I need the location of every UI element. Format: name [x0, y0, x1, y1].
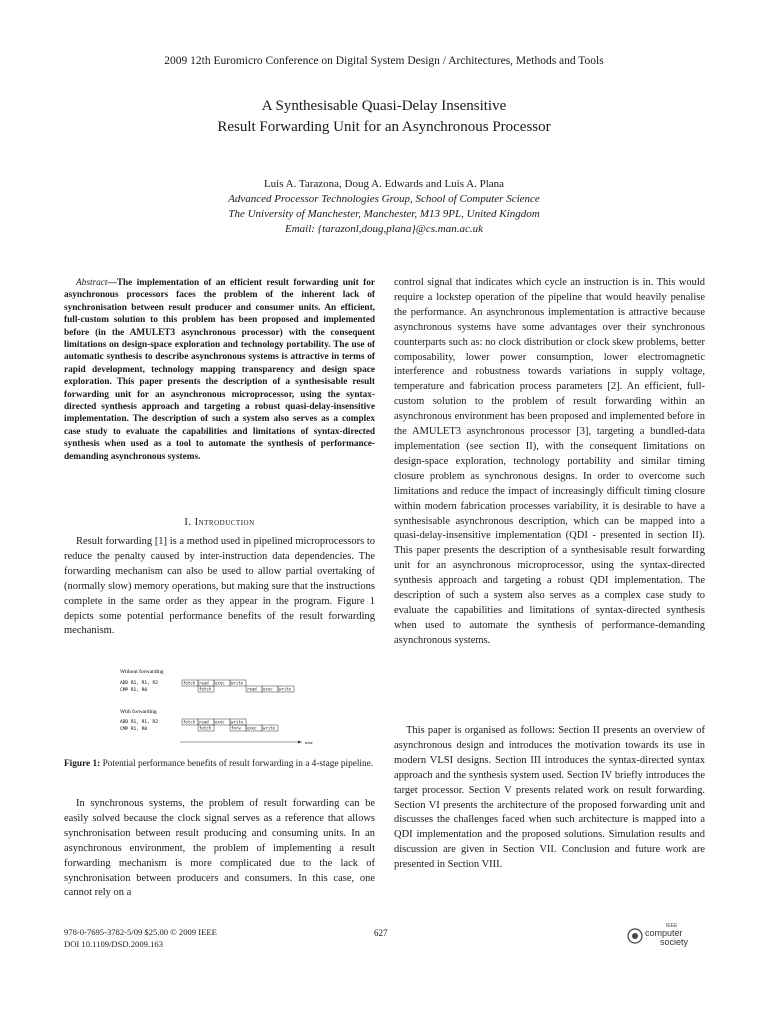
- fig-exec: exec: [215, 680, 225, 686]
- fig-arrow-icon: [298, 741, 302, 744]
- affiliation-line-1: Advanced Processor Technologies Group, School of Computer Science: [228, 193, 540, 205]
- fig-time-label: time: [305, 740, 313, 745]
- figure-1-caption: [64, 758, 375, 770]
- footer-left: [64, 926, 217, 950]
- intro-paragraph-2: [64, 797, 375, 901]
- fig-fetch: fetch: [199, 686, 212, 692]
- fig-exec: exec: [263, 686, 273, 692]
- fig-label-without: Without forwarding: [120, 669, 164, 675]
- author-email: Email: {tarazonl,doug,plana}@cs.man.ac.uk: [285, 223, 483, 235]
- isbn: 978-0-7695-3782-5/09 $25.00 © 2009 IEEE: [64, 927, 217, 937]
- logo-mark-icon: [626, 920, 706, 948]
- affiliation: [0, 192, 768, 237]
- doi: DOI 10.1109/DSD.2009.163: [64, 939, 163, 949]
- section-heading-introduction: [64, 517, 375, 528]
- fig-exec: exec: [215, 719, 225, 725]
- fig-forw: forw: [231, 725, 241, 731]
- conference-header: 2009 12th Euromicro Conference on Digital System Design / Architectures, Methods and Tools: [164, 55, 604, 67]
- paragraph-text: In synchronous systems, the problem of result forwarding can be easily solved because the clock signal serves as a reference that allows synchronisation between result producing and consuming units. In an asynchronous environment, the problem of implementing a result forwarding mechanism is more complicated due to the lack of synchronisation between producers and consumers. In this case, one cannot rely on a: [64, 798, 375, 899]
- fig-read: read: [199, 719, 209, 725]
- title-line-1: A Synthesisable Quasi-Delay Insensitive: [261, 98, 507, 114]
- abstract-text: —The implementation of an efficient result forwarding unit for asynchronous processors faces the problem of the inherent lack of synchronisation between result producer and consumer units. An efficient, full-custom solution to this problem has been proposed and implemented before (in the AMULET3 asynchronous processor) with the consequent limitations on design-space exploration and technology portability. The use of automatic synthesis to describe asynchronous systems is attractive in terms of rapid development, technology mapping transparency and design space exploration. This paper presents the description of a synthesisable result forwarding unit for an asynchronous microprocessor, using the syntax-directed synthesis approach and targeting a robust quasi-delay-insensitive implementation. The description of such a system also serves as a complex case study to evaluate the capabilities and limitations of syntax-directed synthesis when used as a tool to automate the synthesis of performance-demanding asynchronous systems.: [64, 278, 375, 462]
- section-title: Introduction: [194, 517, 255, 528]
- logo-ieee: IEEE: [666, 923, 678, 929]
- fig-fetch: fetch: [199, 725, 212, 731]
- abstract-label: Abstract: [76, 278, 108, 288]
- fig-write: write: [263, 725, 276, 731]
- fig-read: read: [199, 680, 209, 686]
- fig-fetch: fetch: [183, 719, 196, 725]
- paragraph-text: This paper is organised as follows: Section II presents an overview of asynchronous design and introduces the motivation towards its use in modern VLSI designs. Section III introduces the syntax-directed syntax approach and the synthesis system used. Section IV briefly introduces the target processor. Section V presents related work on result forwarding. Section VI presents the architecture of the proposed forwarding unit and discusses the challenges faced when such architecture is mapped into a QDI implementation and the proposed solutions. Simulation results and discussion are given in Section VII. Conclusion and future work are presented in Section VIII.: [394, 725, 705, 871]
- authors: Luis A. Tarazona, Doug A. Edwards and Luis A. Plana: [263, 178, 505, 190]
- title-line-2: Result Forwarding Unit for an Asynchronous Processor: [217, 119, 551, 135]
- caption-label: Figure 1:: [64, 759, 101, 769]
- fig-instr-cmp-2: CMP R1, R0: [120, 727, 148, 732]
- ieee-computer-society-logo: [626, 920, 706, 948]
- fig-instr-add-2: ADD R1, R1, R2: [120, 720, 158, 725]
- right-paragraph-1: [394, 276, 705, 649]
- page-number: 627: [374, 928, 388, 938]
- figure-1-pipeline-diagram: [120, 665, 320, 750]
- intro-paragraph-1: [64, 535, 375, 639]
- affiliation-line-2: The University of Manchester, Manchester, M13 9PL, United Kingdom: [228, 208, 540, 220]
- fig-exec: exec: [247, 725, 257, 731]
- fig-write: write: [279, 686, 292, 692]
- paper-title: [0, 96, 768, 138]
- paragraph-text: Result forwarding [1] is a method used in pipelined microprocessors to reduce the penalty caused by inter-instruction data dependencies. The forwarding mechanism can also be used to allow partial overtaking of (normally slow) memory operations, but making sure that the instructions complete in the same order as they appear in the program. Figure 1 depicts some potential performance benefits of the result forwarding mechanism.: [64, 536, 375, 637]
- fig-write: write: [231, 680, 244, 686]
- fig-instr-cmp-1: CMP R1, R0: [120, 688, 148, 693]
- fig-instr-add-1: ADD R1, R1, R2: [120, 681, 158, 686]
- right-paragraph-2: [394, 724, 705, 873]
- fig-write: write: [231, 719, 244, 725]
- fig-label-with: With forwarding: [120, 709, 157, 715]
- abstract: [64, 277, 375, 463]
- caption-text: Potential performance benefits of result forwarding in a 4-stage pipeline.: [102, 759, 374, 769]
- section-number: I.: [184, 517, 192, 528]
- logo-society: society: [660, 937, 689, 947]
- fig-read: read: [247, 686, 257, 692]
- fig-fetch: fetch: [183, 680, 196, 686]
- paragraph-text: control signal that indicates which cycle an instruction is in. This would require a lockstep operation of the pipeline that would heavily penalise the performance. An asynchronous implementation is attractive because asynchronous systems have some advantages over their synchronous counterparts such as: no clock distribution or clock skew problems, better composability, lower power consumption, lower electromagnetic interference and robustness towards variations in supply voltage, temperature and fabrication process parameters [2]. An efficient, full-custom solution to the problem of result forwarding within an asynchronous environment has been proposed and implemented before in the AMULET3 asynchronous processor [3], targeting a bundled-data implementation (see section II), with the consequent limitations on design-space exploration, technology portability and similar timing closure problem as synchronous designs. In order to overcome such limitations and reduce the impact of increasingly difficult timing closure within modern fabrication processes variability, it is desirable to have a synthesisable asynchronous description, which can be mapped into a quasi-delay-insensitive implementation (QDI - presented in section II). This paper presents the description of a synthesisable result forwarding unit for an asynchronous microprocessor, using the syntax-directed synthesis approach and targeting a robust QDI implementation. The description of such a system also serves as a complex case study to evaluate the capabilities and limitations of syntax-directed synthesis when used to automate the synthesis of performance-demanding asynchronous systems.: [394, 277, 705, 646]
- logo-computer: computer: [645, 928, 683, 938]
